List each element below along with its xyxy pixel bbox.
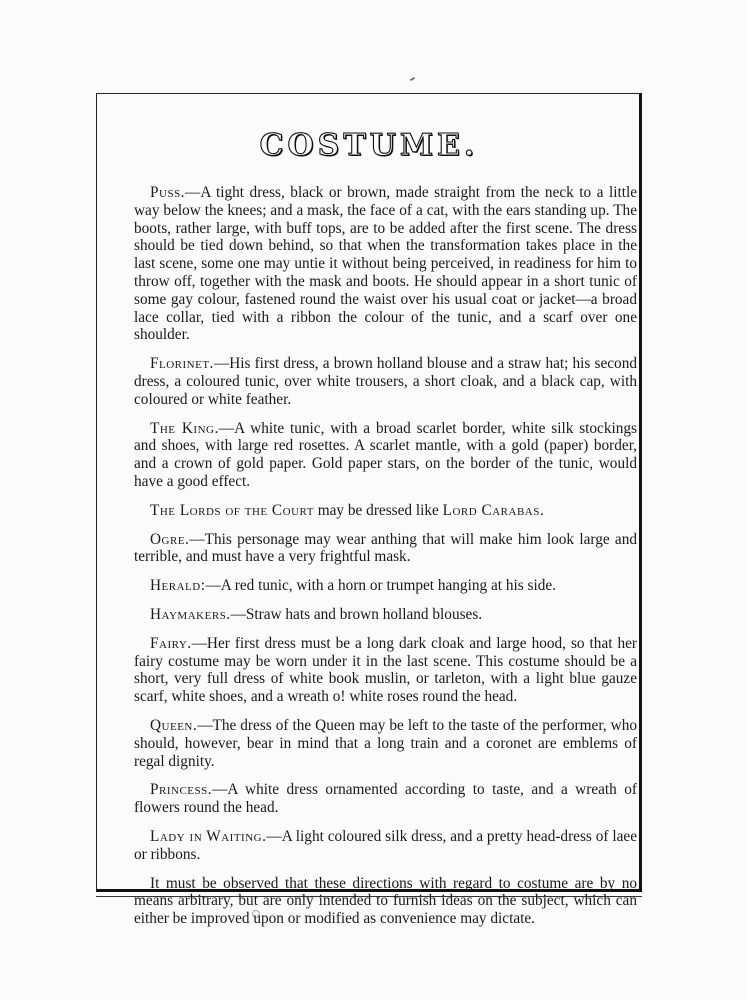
- paragraph-text: —A white dress ornamented according to taste, and a wreath of flowers round the head.: [134, 781, 637, 817]
- paragraph-florinet: [134, 355, 637, 408]
- paragraph-text: —A red tunic, with a horn or trumpet hanging at his side.: [205, 577, 556, 595]
- paragraph-text: may be dressed like: [313, 501, 443, 519]
- paragraph-queen: [134, 717, 637, 770]
- paragraph-lords: [134, 502, 637, 520]
- character-name: Florinet.: [150, 355, 214, 373]
- character-name: Fairy.: [150, 634, 192, 652]
- paragraph-note: [134, 875, 637, 928]
- paragraph-ogre: [134, 531, 637, 567]
- character-name: Ogre.: [150, 530, 190, 548]
- paragraph-haymakers: [134, 606, 637, 624]
- paragraph-text: —Straw hats and brown holland blouses.: [230, 605, 483, 623]
- ink-mark: [410, 77, 415, 81]
- character-name: Puss.: [150, 184, 186, 201]
- paragraph-princess: [134, 781, 637, 817]
- paragraph-text: —The dress of the Queen may be left to the taste of the performer, who should, however, bear in mind that a long train and a coronet are emblems of regal dignity.: [134, 716, 637, 770]
- character-name: Haymakers.: [150, 605, 231, 623]
- paragraph-text: —A white tunic, with a broad scarlet border, white silk stockings and shoes, with large red rosettes. A scarlet mantle, with a gold (paper) border, and a crown of gold paper. Gold paper stars, on the border of the tunic, would have a good effect.: [134, 419, 637, 490]
- character-name: Lady in Waiting.: [150, 827, 267, 845]
- paragraph-text: It must be observed that these directions with regard to costume are by no means arbitrary, but are only intended to furnish ideas on the subject, which can either be improved upon or modified as convenience may dictate.: [134, 874, 637, 928]
- paragraph-fairy: [134, 635, 637, 706]
- character-name: Princess.: [150, 781, 213, 799]
- character-name: The Lords of the Court: [150, 501, 314, 519]
- paragraph-text: —This personage may wear anthing that will make him look large and terrible, and must have a very frightful mask.: [134, 530, 637, 566]
- paragraph-herald: [134, 577, 637, 595]
- character-name: Herald:: [150, 577, 206, 595]
- character-name: Queen.: [150, 716, 198, 734]
- costume-text: [134, 184, 637, 939]
- paragraph-text: —Her first dress must be a long dark cloak and large hood, so that her fairy costume may be worn under it in the last scene. This costume should be a short, very full dress of white book muslin, or tarleton, with a light blue gauze scarf, white shoes, and a wreath o! white roses round the head.: [134, 634, 637, 706]
- paragraph-king: [134, 420, 637, 491]
- character-name: Lord Carabas.: [442, 501, 545, 519]
- paragraph-lady-in-waiting: [134, 828, 637, 864]
- character-name: The King.: [150, 419, 219, 437]
- paragraph-text: —A tight dress, black or brown, made straight from the neck to a little way below the knees; and a mask, the face of a cat, with the ears standing up. The boots, rather large, with buff tops, are to be added after the first scene. The dress should be tied down behind, so that when the transformation takes place in the last scene, some one may untie it without being perceived, in readiness for him to throw off, together with the mask and boots. He should appear in a short tunic of some gay colour, fastened round the waist over his usual coat or jacket—a broad lace collar, tied with a ribbon the colour of the tunic, and a scarf over one shoulder.: [134, 184, 637, 344]
- paragraph-text: —A light coloured silk dress, and a pretty head-dress of laee or ribbons.: [134, 827, 638, 863]
- paragraph-text: —His first dress, a brown holland blouse and a straw hat; his second dress, a coloured tunic, over white trousers, a short cloak, and a black cap, with coloured or white feather.: [134, 355, 637, 408]
- page-title: COSTUME.: [259, 128, 479, 163]
- paragraph-puss: [134, 184, 637, 344]
